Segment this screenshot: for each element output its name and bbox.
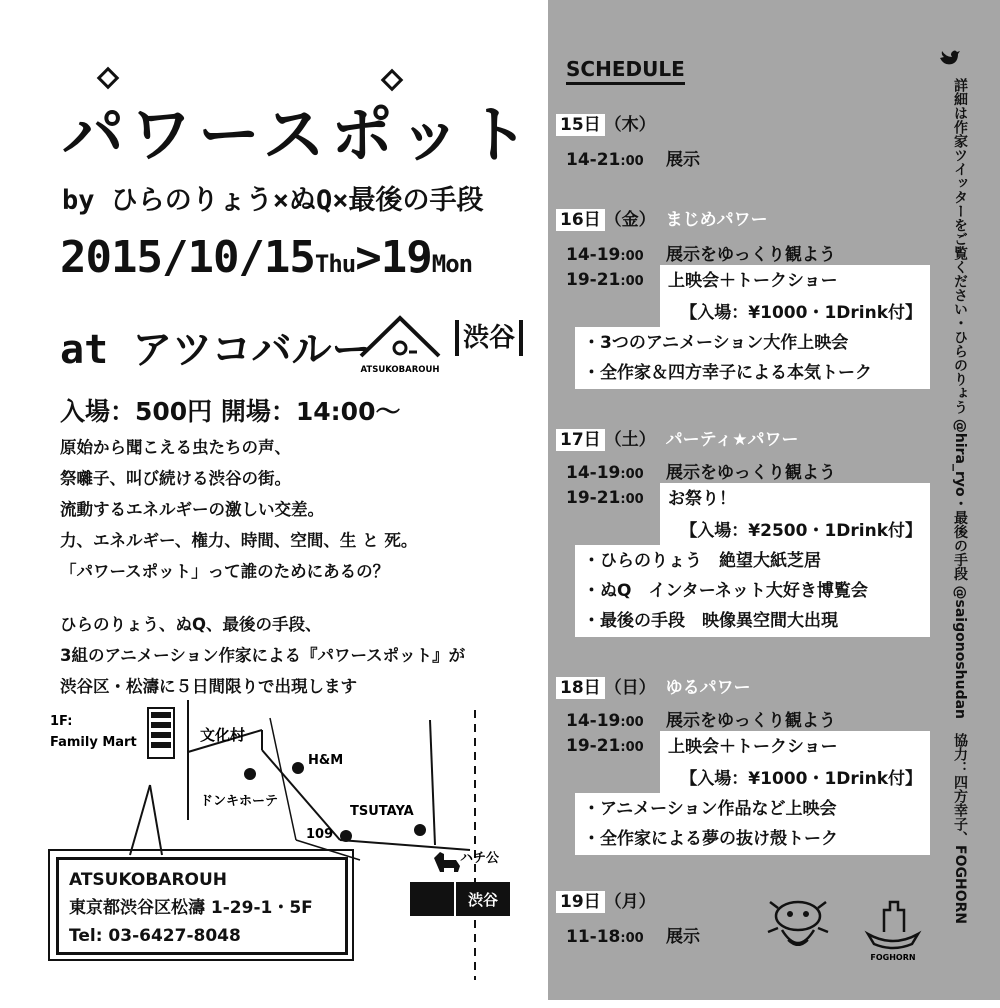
schedule-row: 11-18:00 展示 [566, 927, 700, 947]
day-number: 15 [560, 115, 584, 135]
foghorn-logo-icon [862, 890, 924, 964]
day-header-17 [556, 425, 799, 450]
venue-name: アツコバルー [132, 327, 372, 373]
address-box [56, 857, 348, 955]
foghorn-logo-text: FOGHORN [870, 953, 916, 962]
twitter-bird-icon [938, 48, 960, 68]
entry-fee: 【入場：¥1000・1Drink付】 [660, 297, 930, 329]
address-street: 東京都渋谷区松濤 1-29-1・5F [69, 898, 313, 918]
venue-area: 渋谷 [455, 320, 523, 356]
map-label-familymart: 1F: [50, 714, 73, 729]
program-item: ・全作家による夢の抜け殻トーク [575, 823, 930, 855]
price-and-open: 入場：500円 開場：14:00～ [60, 397, 401, 426]
schedule-heading: SCHEDULE [566, 57, 685, 85]
start-day: Thu [314, 250, 356, 278]
day-unit: 日 [583, 678, 601, 698]
schedule-row: 14-19:00 展示をゆっくり観よう [566, 711, 836, 731]
map-label-tsutaya: TSUTAYA [350, 804, 414, 819]
date-separator: > [355, 232, 381, 283]
day-header-18 [556, 673, 751, 698]
map-label-bunkamura: 文化村 [200, 726, 246, 744]
day-theme: パーティ★パワー [665, 430, 799, 450]
schedule-row: 14-19:00 展示をゆっくり観よう [566, 245, 836, 265]
day-of-week: （日） [604, 678, 656, 698]
day-header-15 [556, 110, 656, 135]
event-label: 展示をゆっくり観よう [666, 711, 836, 731]
day-number: 19 [560, 892, 584, 912]
schedule-row: 19-21:00 [566, 270, 644, 290]
address-name: ATSUKOBAROUH [69, 870, 228, 890]
venue-logo-text: ATSUKOBAROUH [360, 365, 440, 375]
map-label-donki: ドンキホーテ [200, 794, 279, 809]
day-of-week: （金） [604, 210, 656, 230]
end-day: Mon [431, 250, 473, 278]
map-label-familymart-2: Family Mart [50, 735, 137, 750]
day-of-week: （土） [604, 430, 656, 450]
day-unit: 日 [583, 430, 601, 450]
day-header-16 [556, 205, 768, 230]
schedule-row: 19-21:00 [566, 736, 644, 756]
event-label: 展示 [666, 927, 700, 947]
description [60, 432, 530, 702]
character-logo-icon [762, 892, 834, 962]
day-of-week: （木） [604, 115, 656, 135]
program-item: ・ぬQ インターネット大好き博覧会 [575, 575, 930, 607]
poster-byline: by ひらのりょう×ぬQ×最後の手段 [62, 185, 484, 216]
map-label-hm: H&M [308, 753, 344, 768]
day-of-week: （月） [604, 892, 656, 912]
description-line: ひらのりょう、ぬQ、最後の手段、 [60, 615, 322, 634]
hachiko-dog-icon [434, 852, 460, 872]
day-unit: 日 [583, 892, 601, 912]
atsukobarouh-logo-icon [355, 310, 445, 376]
event-box: お祭り！ [660, 483, 930, 515]
entry-fee: 【入場：¥2500・1Drink付】 [660, 515, 930, 547]
event-label: 展示をゆっくり観よう [666, 245, 836, 265]
program-item: ・アニメーション作品など上映会 [575, 793, 930, 825]
day-header-19 [556, 887, 656, 912]
address-tel: Tel: 03-6427-8048 [69, 926, 241, 946]
day-number: 17 [560, 430, 584, 450]
end-date: 19 [380, 232, 432, 283]
program-item: ・ひらのりょう 絶望大紙芝居 [575, 545, 930, 577]
program-item: ・最後の手段 映像異空間大出現 [575, 605, 930, 637]
event-box: 上映会＋トークショー [660, 731, 930, 763]
side-note: 詳細は作家ツイッターをご覧ください・ひらのりょう @hira_ryo・最後の手段 @saigonoshudan 協力：四方幸子、FOGHORN [952, 78, 968, 925]
day-unit: 日 [583, 210, 601, 230]
description-line: 3組のアニメーション作家による『パワースポット』が [60, 646, 466, 665]
description-line: 力、エネルギー、権力、時間、空間、生 と 死。 [60, 531, 418, 550]
map-pin-donki [244, 768, 256, 780]
description-line: 「パワースポット」って誰のためにあるの？ [60, 562, 390, 581]
day-theme: まじめパワー [665, 210, 768, 230]
program-item: ・3つのアニメーション大作上映会 [575, 327, 930, 359]
program-item: ・全作家＆四方幸子による本気トーク [575, 357, 930, 389]
poster-title: パワースポット [62, 98, 535, 171]
day-number: 16 [560, 210, 584, 230]
description-line: 祭囃子、叫び続ける渋谷の街。 [60, 469, 291, 488]
venue-line [60, 318, 371, 375]
description-line: 原始から聞こえる虫たちの声、 [60, 438, 291, 457]
map-label-shibuya: 渋谷 [468, 891, 499, 909]
map-pin-109 [340, 830, 352, 842]
start-date: 2015/10/15 [60, 232, 315, 283]
event-label: 展示をゆっくり観よう [666, 463, 836, 483]
schedule-row: 14-19:00 展示をゆっくり観よう [566, 463, 836, 483]
schedule-row: 14-21:00 展示 [566, 150, 700, 170]
event-label: 展示 [666, 150, 700, 170]
map-label-hachiko: ハチ公 [460, 851, 500, 866]
day-theme: ゆるパワー [665, 678, 751, 698]
map-label-109: 109 [306, 827, 334, 842]
event-box: 上映会＋トークショー [660, 265, 930, 297]
event-dates [60, 232, 472, 283]
entry-fee: 【入場：¥1000・1Drink付】 [660, 763, 930, 795]
description-line: 渋谷区・松濤に５日間限りで出現します [60, 677, 357, 696]
map-pin-hm [292, 762, 304, 774]
family-mart-building-icon [148, 708, 174, 758]
day-unit: 日 [583, 115, 601, 135]
venue-at: at [60, 327, 109, 373]
map-pin-tsutaya [414, 824, 426, 836]
description-line: 流動するエネルギーの激しい交差。 [60, 500, 324, 519]
schedule-row: 19-21:00 [566, 488, 644, 508]
day-number: 18 [560, 678, 584, 698]
